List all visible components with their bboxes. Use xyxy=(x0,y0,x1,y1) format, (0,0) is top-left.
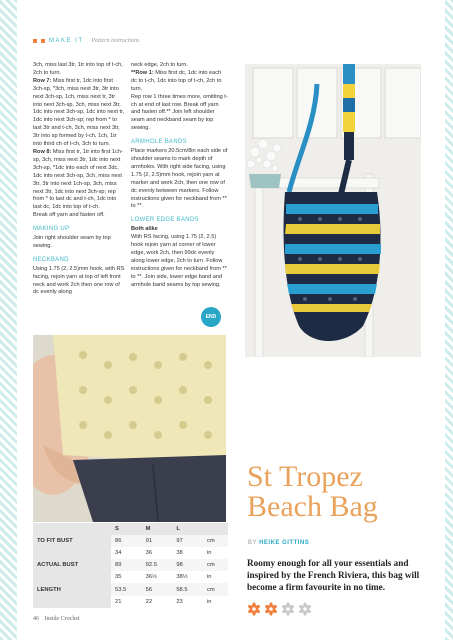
header-cell xyxy=(33,523,111,535)
row-label-cell: ACTUAL BUST xyxy=(33,559,111,571)
table-cell: 21 xyxy=(115,598,122,605)
header-cell: M xyxy=(142,523,173,535)
byline xyxy=(248,540,309,546)
unit-cell: in xyxy=(206,550,212,557)
table-cell: 56 xyxy=(142,583,173,595)
paragraph: Join right shoulder seam by top sewing. xyxy=(33,235,111,249)
crochet-top-illustration xyxy=(33,335,226,522)
paragraph: Using 1.75 (2, 2.5)mm hook, with RS facing, rejoin yarn at top of left front neck and work 2ch then one row of dc evenly along xyxy=(33,265,125,296)
table-row xyxy=(33,571,228,583)
paragraph: 3ch, miss last 3tr, 1tr into top of t-ch, 2ch to turn. xyxy=(33,62,123,76)
table-row xyxy=(33,583,228,595)
row-text: Miss first tr, 1dc into first 3ch-sp, *3ch, miss next 3tr, 3tr into next 3ch-sp, 1ch, miss next tr, 3tr into next 3ch-sp, 3ch, miss next 3tr, 1dc into next 3ch-sp, 1dc into next tr, 1dc into next 3ch-sp; rep from * to last 3tr and t-ch, 3ch, miss next 3tr, 3tr into sp formed by t-ch, 1ch, 1tr into third ch of t-ch, 3ch to turn. xyxy=(33,77,125,148)
table-cell: 36 xyxy=(145,550,153,557)
rating-flower-empty-icon xyxy=(281,602,295,616)
beach-bag-illustration xyxy=(245,64,421,357)
subheading-lower-edge-bands: LOWER EDGE BANDS xyxy=(131,217,199,224)
header-cell xyxy=(203,523,228,535)
author-name: HEIKE GITTINS xyxy=(259,540,310,546)
table-cell: 98 xyxy=(172,559,203,571)
subheading-neckband: NECKBAND xyxy=(33,256,69,263)
size-table xyxy=(33,523,228,608)
rating-flower-filled-icon xyxy=(264,602,278,616)
table-cell: 58.5 xyxy=(172,583,203,595)
section-subtitle: Pattern instructions xyxy=(91,38,140,44)
table-cell: 35 xyxy=(115,574,122,581)
section-label: MAKE IT xyxy=(49,38,84,44)
table-row xyxy=(33,535,228,547)
paragraph: Break off yarn and fasten off. xyxy=(33,212,105,219)
row-7-paragraph xyxy=(33,78,125,149)
table-cell: 34 xyxy=(115,550,122,557)
row-text: Miss first tr, 1tr into first 1ch-sp, 3ch, miss next 3tr, 1dc into next 3ch-sp, *1dc into each of next 3dc, 1dc into next 3ch-sp, 3ch, miss next 3tr, 3tr into next 1ch-sp, 3ch, miss next 3tr, 1dc into next 3ch-sp; rep from * to last dc and t-ch, 1dc into last dc, 1dc into top of t-ch. xyxy=(33,148,123,211)
square-bullet-icon xyxy=(41,39,45,43)
paragraph: Rep row 1 three times more, omitting t-ch at end of last row. Break off yarn and fasten off.** Join left shoulder seam and neckband seam by top sewing. xyxy=(131,93,228,132)
difficulty-rating xyxy=(247,602,312,616)
paragraph: With RS facing, using 1.75 (2, 2.5) hook rejoin yarn at corner of lower edge, work 2ch, then 99dc evenly along lower edge, 2ch to turn. Follow instructions given for neckband from ** to **. Join side, lower edge band and armhole band seams by top sewing. xyxy=(131,234,227,288)
table-cell: 36½ xyxy=(145,574,157,581)
row-label-cell xyxy=(33,571,111,583)
row-text: Miss first dc, 1dc into each dc to t-ch, 1dc into top of t-ch, 2ch to turn. xyxy=(131,69,222,92)
table-cell: 91 xyxy=(142,535,173,547)
row-label: **Row 1: xyxy=(131,69,154,76)
unit-cell: in xyxy=(206,598,212,605)
beach-bag-photo xyxy=(245,64,421,357)
size-table-header-row xyxy=(33,523,228,535)
row-label-cell xyxy=(33,547,111,559)
table-cell: 86 xyxy=(111,535,142,547)
table-row xyxy=(33,547,228,559)
magazine-name: Inside Crochet xyxy=(44,616,80,622)
article-title xyxy=(247,462,378,522)
rating-flower-empty-icon xyxy=(298,602,312,616)
end-badge: END xyxy=(201,307,221,327)
table-cell: 22 xyxy=(145,598,153,605)
byline-prefix: BY xyxy=(248,540,257,546)
header-cell: L xyxy=(172,523,203,535)
table-cell: 53.5 xyxy=(111,583,142,595)
both-alike-label xyxy=(131,226,228,234)
instructions-column-1 xyxy=(33,62,125,297)
instructions-column-2 xyxy=(131,62,228,289)
unit-cell: in xyxy=(206,574,212,581)
paragraph: neck edge, 2ch to turn. xyxy=(131,62,188,68)
unit-cell: cm xyxy=(203,535,228,547)
rating-flower-filled-icon xyxy=(247,602,261,616)
table-cell: 92.5 xyxy=(142,559,173,571)
row-1-paragraph xyxy=(131,70,228,94)
row-label-cell: LENGTH xyxy=(33,583,111,595)
row-label-cell: TO FIT BUST xyxy=(33,535,111,547)
row-label: Row 7: xyxy=(33,77,52,84)
table-cell: 97 xyxy=(172,535,203,547)
row-8-paragraph xyxy=(33,149,125,212)
table-cell: 23 xyxy=(176,598,183,605)
page-footer xyxy=(33,616,80,622)
row-label-cell xyxy=(33,596,111,608)
unit-cell: cm xyxy=(203,559,228,571)
bold-label: Both alike xyxy=(131,226,158,233)
table-row xyxy=(33,596,228,608)
table-cell: 89 xyxy=(111,559,142,571)
table-cell: 38 xyxy=(176,550,183,557)
title-line: St Tropez xyxy=(247,460,363,493)
header-cell: S xyxy=(111,523,142,535)
table-row xyxy=(33,559,228,571)
title-line: Beach Bag xyxy=(247,490,378,523)
page-number: 46 xyxy=(33,616,39,622)
section-header xyxy=(33,38,139,44)
left-decorative-stripe xyxy=(0,0,17,640)
crochet-top-photo xyxy=(33,335,226,522)
unit-cell: cm xyxy=(203,583,228,595)
intro-text: Roomy enough for all your essentials and inspired by the French Riviera, this bag will become a firm favourite in no time. xyxy=(247,558,420,592)
paragraph: Place markers 20.5cm/8in each side of shoulder seams to mark depth of armholes. With right side facing, using 1.75 (2, 2.5)mm hook, rejoin yarn at marker and work 2ch, then one row of dc evenly between markers. Follow instructions given for neckband from ** to **. xyxy=(131,148,228,210)
subheading-armhole-bands: ARMHOLE BANDS xyxy=(131,139,187,146)
subheading-making-up: MAKING UP xyxy=(33,226,70,233)
table-cell: 38½ xyxy=(176,574,188,581)
right-decorative-stripe xyxy=(445,0,453,640)
square-bullet-icon xyxy=(33,39,37,43)
row-label: Row 8: xyxy=(33,148,52,155)
